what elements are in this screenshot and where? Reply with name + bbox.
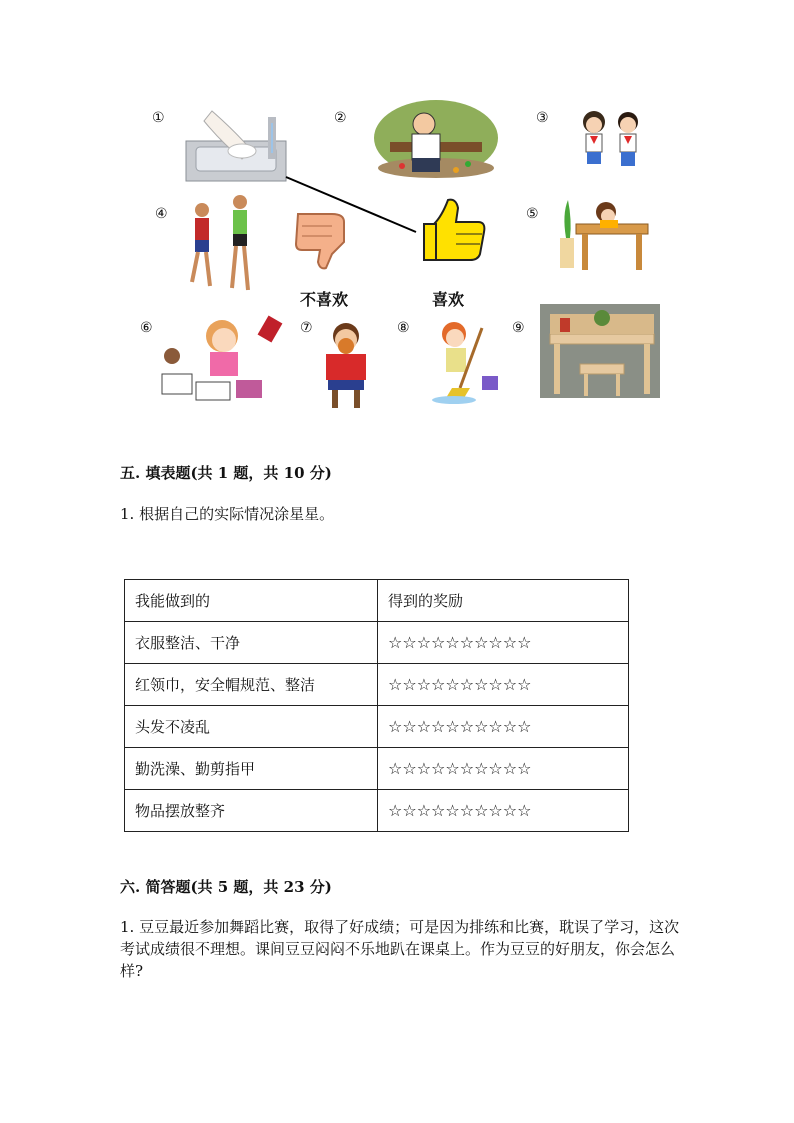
table-row — [125, 790, 629, 832]
table-cell-stars[interactable]: ☆☆☆☆☆☆☆☆☆☆ — [378, 622, 629, 664]
table-cell-item: 头发不凌乱 — [125, 706, 378, 748]
table-header-cell: 得到的奖励 — [378, 580, 629, 622]
girl-sweeping-image — [424, 318, 504, 406]
section-five-question: 1. 根据自己的实际情况涂星星。 — [120, 505, 335, 523]
picture-number-5: ⑤ — [526, 206, 539, 222]
child-at-desk-image — [556, 194, 652, 274]
section-six-heading: 六. 简答题(共 5 题，共 23 分) — [120, 878, 332, 896]
connection-line — [280, 172, 430, 238]
table-cell-item: 衣服整洁、干净 — [125, 622, 378, 664]
running-boys-image — [180, 192, 260, 296]
hand-washing-image — [182, 103, 292, 188]
table-cell-stars[interactable]: ☆☆☆☆☆☆☆☆☆☆ — [378, 790, 629, 832]
section-six-question: 1. 豆豆最近参加舞蹈比赛，取得了好成绩；可是因为排练和比赛，耽误了学习，这次考试成绩很不理想。课间豆豆闷闷不乐地趴在课桌上。作为豆豆的好朋友，你会怎么样? — [120, 918, 680, 980]
table-header-row — [125, 580, 629, 622]
man-littering-image — [372, 98, 500, 180]
picture-number-2: ② — [334, 110, 347, 126]
like-label: 喜欢 — [432, 290, 465, 309]
boy-eating-image — [316, 316, 376, 410]
table-row — [125, 622, 629, 664]
picture-number-9: ⑨ — [512, 320, 525, 336]
picture-number-4: ④ — [155, 206, 168, 222]
table-row — [125, 706, 629, 748]
picture-number-7: ⑦ — [300, 320, 313, 336]
section-five-heading: 五. 填表题(共 1 题，共 10 分) — [120, 464, 332, 482]
thumbs-up-icon — [420, 194, 490, 266]
table-cell-stars[interactable]: ☆☆☆☆☆☆☆☆☆☆ — [378, 664, 629, 706]
table-header-cell: 我能做到的 — [125, 580, 378, 622]
picture-number-6: ⑥ — [140, 320, 153, 336]
table-cell-item: 勤洗澡、勤剪指甲 — [125, 748, 378, 790]
table-cell-stars[interactable]: ☆☆☆☆☆☆☆☆☆☆ — [378, 748, 629, 790]
two-children-image — [572, 108, 652, 170]
table-cell-item: 红领巾，安全帽规范、整洁 — [125, 664, 378, 706]
table-row — [125, 664, 629, 706]
picture-number-8: ⑧ — [397, 320, 410, 336]
picture-number-3: ③ — [536, 110, 549, 126]
star-reward-table — [124, 579, 629, 832]
picture-number-1: ① — [152, 110, 165, 126]
tidy-desk-image — [540, 304, 660, 398]
dislike-label: 不喜欢 — [300, 290, 349, 309]
table-cell-item: 物品摆放整齐 — [125, 790, 378, 832]
table-row — [125, 748, 629, 790]
messy-girl-image — [152, 308, 284, 408]
table-cell-stars[interactable]: ☆☆☆☆☆☆☆☆☆☆ — [378, 706, 629, 748]
